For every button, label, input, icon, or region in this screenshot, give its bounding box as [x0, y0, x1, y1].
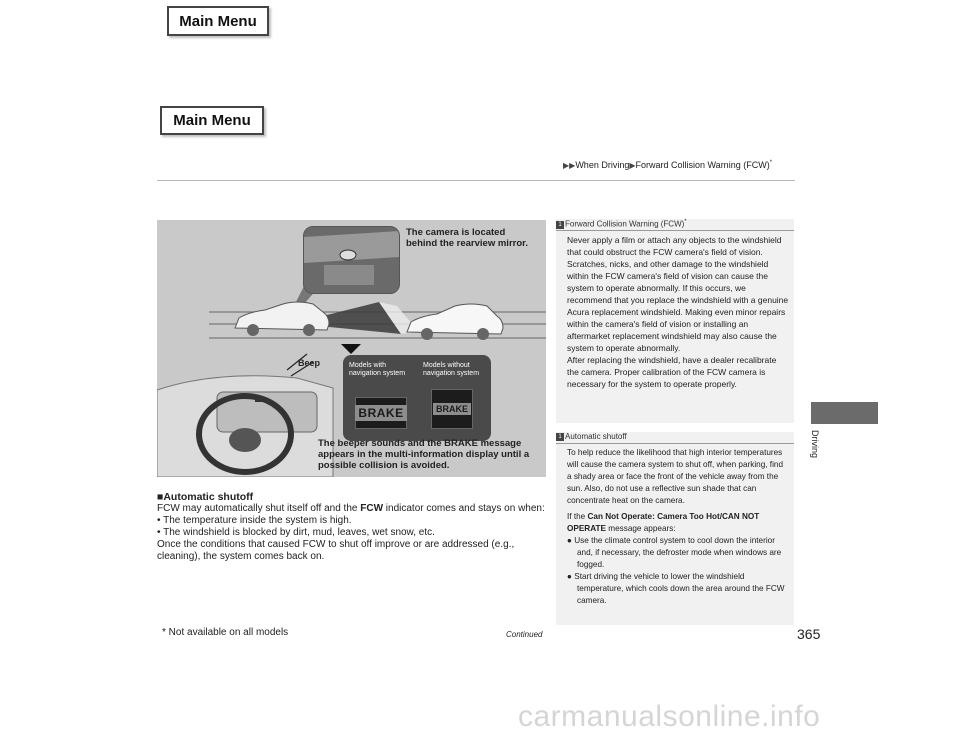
page-number: 365 — [797, 626, 821, 642]
without-nav-label — [423, 362, 479, 378]
with-nav-label — [349, 362, 405, 378]
note-icon: 1 — [556, 433, 564, 441]
section-heading — [157, 491, 552, 503]
breadcrumb — [563, 160, 772, 170]
footnote: * Not available on all models — [162, 627, 289, 638]
note-title — [556, 432, 794, 444]
beeper-caption-text-end: message appears in the multi-information display until a possible collision is avoided. — [318, 438, 530, 471]
list-item-text: The windshield is blocked by dirt, mud, leaves, wet snow, etc. — [163, 527, 435, 538]
brake-message: BRAKE — [433, 403, 471, 415]
note-paragraph: Never apply a film or attach any objects to the windshield that could obstruct the FCW camera's field of vision. — [567, 235, 782, 257]
dashboard — [157, 354, 333, 477]
brake-display-with-nav — [355, 397, 407, 429]
camera-caption-line-2: behind the rearview mirror. — [406, 238, 528, 249]
camera-closeup — [303, 226, 400, 294]
intro-text: FCW may automatically shut itself off and the — [157, 503, 361, 514]
note-asterisk: * — [684, 219, 687, 225]
beep-label: Beep — [298, 358, 321, 368]
closing-paragraph: Once the conditions that caused FCW to shut off improve or are addressed (e.g., cleaning), the system comes back on. — [157, 539, 515, 562]
intro-paragraph — [157, 503, 552, 515]
main-menu-button[interactable]: Main Menu — [167, 6, 269, 36]
camera-caption — [406, 227, 528, 249]
brake-message: BRAKE — [355, 405, 406, 421]
brake-display-without-nav — [431, 389, 473, 429]
breadcrumb-item-fcw[interactable]: Forward Collision Warning (FCW) — [635, 160, 770, 170]
without-nav-label-line-2: navigation system — [423, 370, 480, 377]
chapter-tab[interactable] — [811, 402, 878, 424]
note-body — [567, 447, 789, 607]
note-condition-bold: Can Not Operate: Camera Too Hot/CAN NOT OPERATE — [567, 512, 760, 533]
beeper-caption-bold: BRAKE — [444, 438, 478, 449]
breadcrumb-asterisk: * — [769, 160, 773, 166]
note-title-text: Automatic shutoff — [565, 432, 627, 441]
list-item: • The windshield is blocked by dirt, mud, leaves, wet snow, etc. — [157, 527, 435, 538]
heading-marker-icon: ■ — [157, 491, 164, 503]
main-body — [157, 491, 552, 563]
list-item: ● Start driving the vehicle to lower the windshield temperature, which cools down the area around the FCW camera. — [567, 572, 785, 605]
fcw-illustration — [157, 220, 546, 477]
own-vehicle — [235, 302, 329, 336]
breadcrumb-item-when-driving[interactable]: When Driving — [575, 160, 630, 170]
without-nav-label-line-1: Models without — [423, 362, 470, 369]
main-menu-button-secondary[interactable]: Main Menu — [160, 106, 264, 135]
target-vehicle — [407, 304, 503, 340]
note-title-text: Forward Collision Warning (FCW) — [565, 219, 685, 229]
watermark: carmanualsonline.info — [518, 700, 821, 733]
list-item: • The temperature inside the system is high. — [157, 515, 352, 526]
header-divider — [157, 180, 795, 181]
note-body — [567, 234, 789, 390]
note-paragraph: To help reduce the likelihood that high interior temperatures will cause the camera system to shut off, when parking, find a shady area or face the front of the vehicle away from the sun. Also, do not use a reflective sun shade that can concentrate heat on the camera. — [567, 448, 784, 505]
intro-text-end: indicator comes and stays on when: — [383, 503, 545, 514]
display-panel — [343, 355, 491, 441]
note-paragraph: Scratches, nicks, and other damage to the windshield within the FCW camera's field of vision can cause the system to operate abnormally. If this occurs, we recommend that you replace the windshield with a genuine Acura replacement windshield. Making even minor repairs within the camera's field of vision or installing an aftermarket replacement windshield may also cause the system to operate abnormally. — [567, 259, 789, 353]
note-condition-text: If the — [567, 512, 588, 521]
list-item-text: The temperature inside the system is high. — [163, 515, 352, 526]
list-item: ● Use the climate control system to cool down the interior and, if necessary, the defroster mode when windows are fogged. — [567, 536, 782, 569]
list-item-text: Start driving the vehicle to lower the windshield temperature, which cools down the area around the FCW camera. — [574, 572, 785, 605]
camera-caption-line-1: The camera is located — [406, 227, 506, 238]
beeper-caption-text: The beeper sounds and the — [318, 438, 445, 449]
with-nav-label-line-2: navigation system — [349, 370, 406, 377]
note-automatic-shutoff — [556, 432, 794, 625]
note-fcw — [556, 219, 794, 423]
note-icon: 1 — [556, 221, 564, 229]
note-condition — [567, 511, 789, 535]
section-heading-text: Automatic shutoff — [163, 491, 254, 503]
beeper-caption — [318, 438, 543, 471]
note-condition-text-end: message appears: — [605, 524, 676, 533]
camera-view-graphic — [304, 227, 399, 293]
note-title — [556, 219, 794, 231]
chapter-label: Driving — [810, 430, 820, 459]
with-nav-label-line-1: Models with — [349, 362, 386, 369]
intro-bold: FCW — [360, 503, 384, 514]
note-paragraph: After replacing the windshield, have a dealer recalibrate the camera. Proper calibration of the FCW camera is necessary for the system to operate properly. — [567, 355, 777, 389]
continued-label: Continued — [506, 630, 543, 639]
list-item-text: Use the climate control system to cool down the interior and, if necessary, the defroster mode when windows are fogged. — [574, 536, 782, 569]
breadcrumb-arrow-icon: ▶ — [629, 161, 636, 170]
down-arrow-icon — [341, 344, 361, 354]
breadcrumb-arrow-icon: ▶▶ — [563, 161, 576, 170]
